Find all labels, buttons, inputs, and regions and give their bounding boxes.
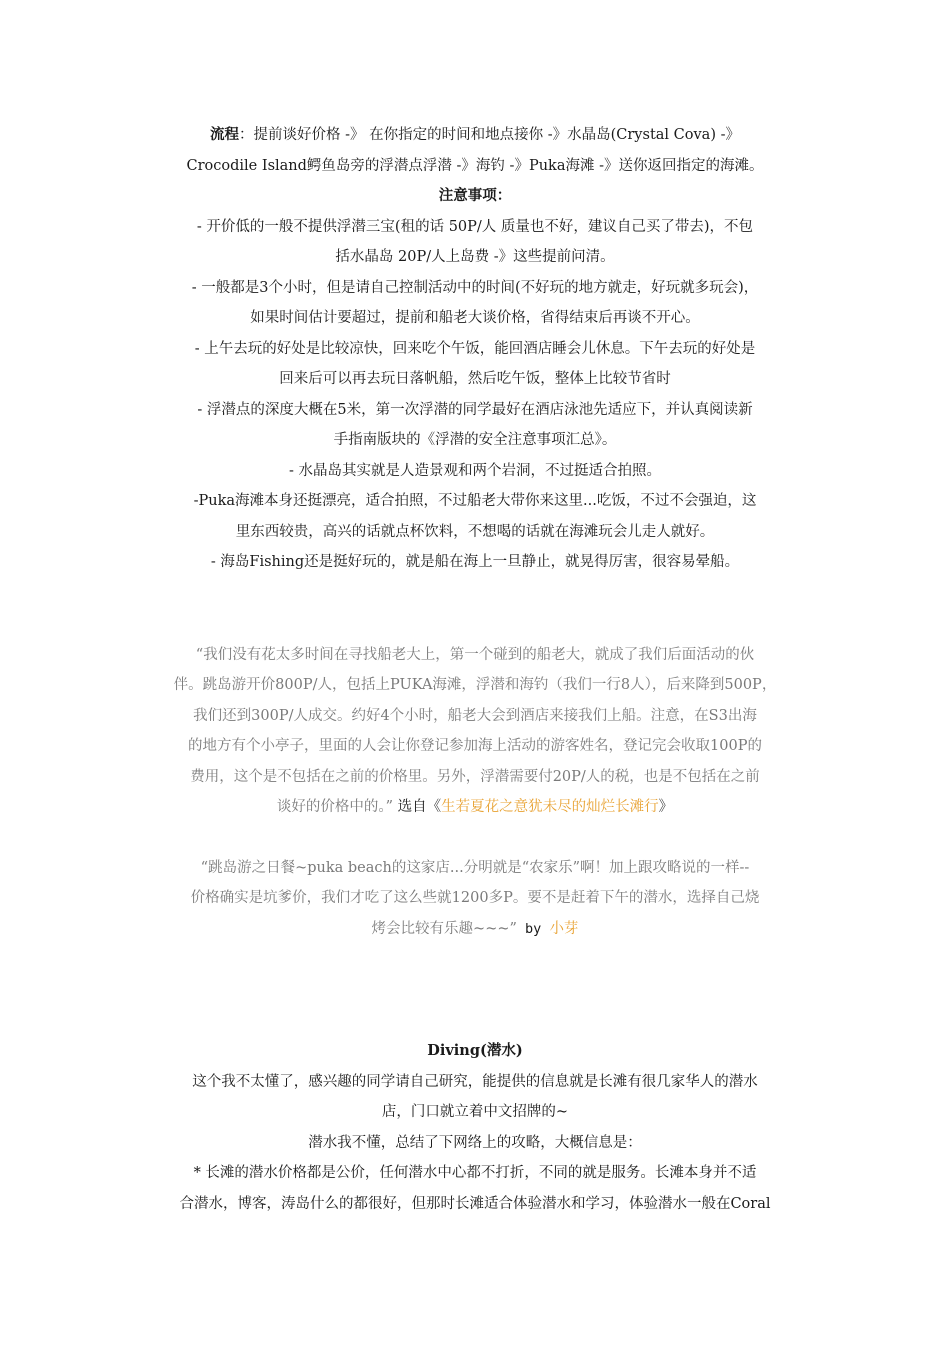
quote-2-line-1: “跳岛游之日餐~puka beach的这家店...分明就是“农家乐”啊！加上跟攻略说的一样-- [200, 859, 750, 876]
diving-title: Diving(潜水) [427, 1042, 523, 1059]
quote-2-last: 烤会比较有乐趣~~~” [371, 920, 517, 937]
note-item-3-line-1: - 上午去玩的好处是比较凉快，回来吃个午饭，能回酒店睡会儿休息。下午去玩的好处是 [194, 340, 756, 357]
quote-1-line-2: 伴。跳岛游开价800P/人，包括上PUKA海滩，浮潜和海钓（我们一行8人），后来降到500P， [173, 677, 777, 693]
quote-2-author-link[interactable]: 小芽 [549, 920, 579, 937]
quote-1-line-1: “我们没有花太多时间在寻找船老大上，第一个碰到的船老大，就成了我们后面活动的伙 [195, 646, 755, 663]
diving-p1-line-1: 这个我不太懂了，感兴趣的同学请自己研究，能提供的信息就是长滩有很几家华人的潜水 [192, 1073, 758, 1090]
quote-1-source-prefix: 选自《 [393, 799, 442, 815]
note-item-7-line-1: - 海岛Fishing还是挺好玩的，就是船在海上一旦静止，就晃得厉害，很容易晕船。 [210, 554, 740, 570]
diving-p3-line-1: * 长滩的潜水价格都是公价，任何潜水中心都不打折，不同的就是服务。长滩本身并不适 [193, 1165, 757, 1181]
flow-label: 流程 [210, 126, 239, 143]
document-page [140, 120, 810, 1219]
note-item-2-line-1: - 一般都是3个小时，但是请自己控制活动中的时间(不好玩的地方就走，好玩就多玩会)， [191, 279, 759, 296]
note-item-1-line-1: - 开价低的一般不提供浮潜三宝(租的话 50P/人 质量也不好，建议自己买了带去)，不包 [196, 218, 754, 235]
quote-2-line-3 [140, 914, 810, 945]
flow-line-2: Crocodile Island鳄鱼岛旁的浮潜点浮潜 -》海钓 -》Puka海滩 -》送你返回指定的海滩。 [186, 157, 764, 174]
quote-1-line-3: 我们还到300P/人成交。约好4个小时，船老大会到酒店来接我们上船。注意，在S3出海 [193, 707, 757, 724]
note-item-3-line-2: 回来后可以再去玩日落帆船，然后吃午饭，整体上比较节省时 [279, 371, 671, 387]
quote-2-line-2: 价格确实是坑爹价，我们才吃了这么些就1200多P。要不是赶着下午的潜水，选择自己烧 [190, 890, 760, 906]
note-item-5-line-1: - 水晶岛其实就是人造景观和两个岩洞，不过挺适合拍照。 [288, 462, 661, 479]
notes-list [140, 212, 810, 578]
note-item-2-line-2: 如果时间估计要超过，提前和船老大谈价格，省得结束后再谈不开心。 [250, 310, 700, 326]
note-item-1-line-2: 括水晶岛 20P/人上岛费 -》这些提前问清。 [335, 249, 615, 265]
quote-2-by: by [516, 920, 550, 937]
diving-p3-line-2: 合潜水，博客，涛岛什么的都很好，但那时长滩适合体验潜水和学习，体验潜水一般在Coral [179, 1195, 771, 1212]
notes-title: 注意事项： [438, 187, 512, 204]
quote-1-source-link[interactable]: 生若夏花之意犹未尽的灿烂长滩行 [441, 799, 659, 815]
quote-1-line-5: 费用，这个是不包括在之前的价格里。另外，浮潜需要付20P/人的税，也是不包括在之前 [190, 768, 760, 785]
note-item-4-line-1: - 浮潜点的深度大概在5米，第一次浮潜的同学最好在酒店泳池先适应下，并认真阅读新 [197, 401, 753, 418]
quote-1-last: 谈好的价格中的。” [276, 799, 394, 815]
diving-p1-line-2: 店，门口就立着中文招牌的~ [381, 1104, 569, 1120]
quote-1-line-4: 的地方有个小亭子，里面的人会让你登记参加海上活动的游客姓名，登记完会收取100P的 [188, 738, 762, 754]
diving-p2: 潜水我不懂，总结了下网络上的攻略，大概信息是： [308, 1134, 642, 1151]
note-item-4-line-2: 手指南版块的《浮潜的安全注意事项汇总》。 [333, 432, 617, 448]
quote-1-line-6 [140, 792, 810, 823]
flow-text-1: ：提前谈好价格 -》 在你指定的时间和地点接你 -》水晶岛(Crystal Cova) -》 [239, 127, 740, 143]
quote-1 [140, 640, 810, 823]
quote-1-source-suffix: 》 [658, 799, 674, 815]
flow-line-1 [140, 120, 810, 151]
note-item-6-line-1: -Puka海滩本身还挺漂亮，适合拍照，不过船老大带你来这里...吃饭，不过不会强迫，这 [193, 493, 757, 509]
note-item-6-line-2: 里东西较贵，高兴的话就点杯饮料，不想喝的话就在海滩玩会儿走人就好。 [235, 523, 715, 540]
quote-2 [140, 853, 810, 945]
